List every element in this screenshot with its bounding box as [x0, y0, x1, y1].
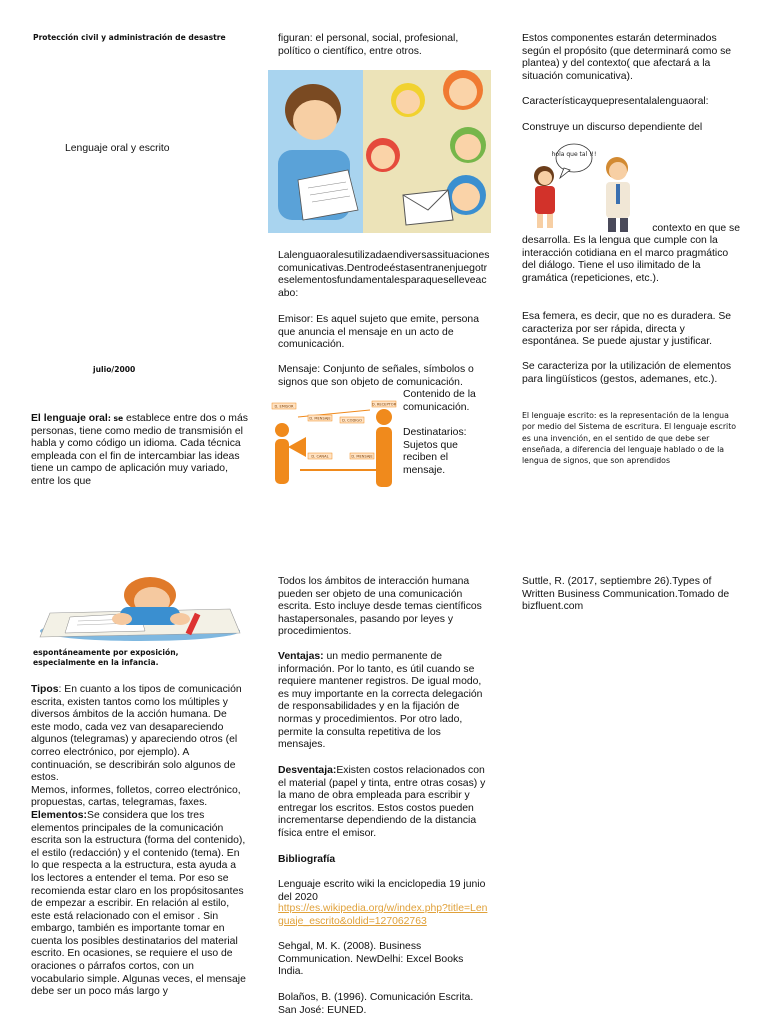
destinatarios-text: Destinatarios: Sujetos que reciben el mensaje. [403, 427, 467, 476]
tipos-label: Tipos [31, 684, 59, 695]
efimera-text: Esa femera, es decir, que no es duradera. Se caracteriza por ser rápida, directa y espontánea. Se puede ajustar y justificar. [522, 311, 732, 348]
ref-bolanos: Bolaños, B. (1996). Comunicación Escrita. San José: EUNED. [278, 992, 474, 1016]
elementos-label: Elementos: [31, 809, 88, 821]
ref-suttle: Suttle, R. (2017, septiembre 26).Types of Written Business Communication.Tomado de bizfluent.com [522, 576, 730, 613]
diagram-label: D. RECEPTOR [371, 402, 397, 407]
header-title: Protección civil y administración de desastre [33, 33, 226, 42]
componentes-text: Estos componentes estarán determinados según el propósito (que determinará como se plantea) y del contexto( que afectará a la situación comunicativa). [522, 33, 732, 82]
ventajas-text: un medio permanente de información. Por lo tanto, es útil cuando se requiere mantener registros. De igual modo, es muy importante en la correcta delegación de responsabilidades y en la fijación de normas y procedimientos. Por otro lado, permite la consulta repetitiva de los mensajes. [278, 651, 483, 751]
communication-illustration [268, 70, 491, 233]
ventajas-label: Ventajas: [278, 651, 324, 662]
desventaja-text: Existen costos relacionados con el material (papel y tinta, entre otras cosas) y la mano de obra empleada para escribir y entregar los escritos. Estos costos pueden incrementarse dependiendo de la distancia física entre el emisor. [278, 765, 486, 839]
contenido-text: Contenido de la comunicación. [403, 389, 476, 413]
contexto-rest: desarrolla. Es la lengua que cumple con la interacción cotidiana en el marco pragmático del diálogo. Tiene el uso ilimitado de la gramática (repeticiones, etc.). [522, 235, 729, 284]
oral-paragraph [31, 413, 249, 489]
escrito-definition: El lenguaje escrito: es la representación de la lengua por medio del Sistema de escritura. El lenguaje escrito es una invención, en el sentido de que debe ser enseñada, a diferencia del lenguaje hablado o de la lengua de signos, que son aprendidos [522, 411, 737, 466]
diagram-label: D. MENSAJE [309, 416, 331, 421]
communication-diagram [270, 395, 398, 498]
contexto-tail: contexto en que se [652, 223, 740, 234]
child-writing-illustration [30, 573, 245, 645]
bibliography-title: Bibliografía [278, 854, 336, 865]
ref-sehgal: Sehgal, M. K. (2008). Business Communication. NewDelhi: Excel Books India. [278, 941, 464, 978]
oral-text: establece entre dos o más personas, tiene como medio de transmisión el habla y como código un idioma. Cada técnica empleada con el fin de intercambiar las ideas tiene un campo de aplicación muy variado, entre los que [31, 413, 248, 487]
desventaja-label: Desventaja: [278, 765, 337, 776]
construye-text: Construye un discurso dependiente del [522, 122, 703, 133]
situations-text: Lalenguaoralesutilizadaendiversassituacionescomunicativas.Dentrodeéstasentranenjuegotreselementosfundamentalesparaqueselleveacabo: [278, 250, 490, 299]
tipos-list: Memos, informes, folletos, correo electrónico, propuestas, cartas, telegramas, faxes. [31, 784, 241, 809]
tipos-text: : En cuanto a los tipos de comunicación escrita, existen tantos como los múltiples y diversos ámbitos de la acción humana. De este modo, cada vez van desapareciendo algunos (telegramas) y apareciendo otros (el correo electrónico, por ejemplo). A continuación, se describirán solo algunos de estos. [31, 684, 242, 784]
diagram-label: D. CANAL [311, 454, 329, 459]
diagram-label: D. EMISOR [274, 404, 294, 409]
image-caption: espontáneamente por exposición, especialmente en la infancia. [33, 648, 179, 668]
conversation-illustration [522, 138, 644, 233]
desventaja-paragraph [278, 765, 490, 841]
speech-bubble-text: hola que tal !!! [551, 151, 597, 158]
oral-label: El lenguaje oral [31, 413, 108, 424]
figuran-text: figuran: el personal, social, profesional, político o científico, entre otros. [278, 33, 459, 57]
oral-label-suffix: : se [107, 414, 124, 423]
document-title: Lenguaje oral y escrito [65, 143, 170, 154]
escrita-intro-text: Todos los ámbitos de interacción humana pueden ser objeto de una comunicación escrita. Esto incluye desde temas científicos hastapersonales, pasando por leyes y procedimientos. [278, 576, 482, 638]
emisor-text: Emisor: Es aquel sujeto que emite, persona que anuncia el mensaje en un acto de comunicación. [278, 314, 479, 351]
mensaje-text: Mensaje: Conjunto de señales, símbolos o signos que son objeto de comunicación. [278, 364, 474, 388]
ref-wiki: Lenguaje escrito wiki la enciclopedia 19 junio del 2020 [278, 879, 486, 903]
diagram-label: D. CODIGO [342, 418, 362, 423]
ventajas-paragraph [278, 651, 490, 752]
date-label: julio/2000 [93, 365, 136, 374]
caracteristica-text: Característicayquepresentalalenguaoral: [522, 96, 709, 107]
elementos-text: Se considera que los tres elementos principales de la comunicación escrita son la estructura (forma del contenido), el estilo (redacción) y el contenido (tema). En lo que respecta a la estructura, esta ayuda a los lectores a entender el tema. Por eso se recomienda estar claro en los propósitosantes de empezar a escribir. En relación al estilo, este está relacionado con el emisor . Sin embargo, también es importante tomar en cuenta los posibles destinatarios del material escrito. En ocasiones, se requiere el uso de oraciones o párrafos cortos, con un vocabulario simple. Algunas veces, el mensaje debe ser un poco más largo y [31, 809, 246, 998]
diagram-label: D. MENSAJE [351, 454, 373, 459]
tipos-paragraph [31, 684, 249, 999]
ref-wiki-link[interactable]: https://es.wikipedia.org/w/index.php?title=Lenguaje_escrito&oldid=127062763 [278, 903, 488, 927]
utilizacion-text: Se caracteriza por la utilización de elementos para lingüísticos (gestos, ademanes, etc.). [522, 361, 732, 385]
